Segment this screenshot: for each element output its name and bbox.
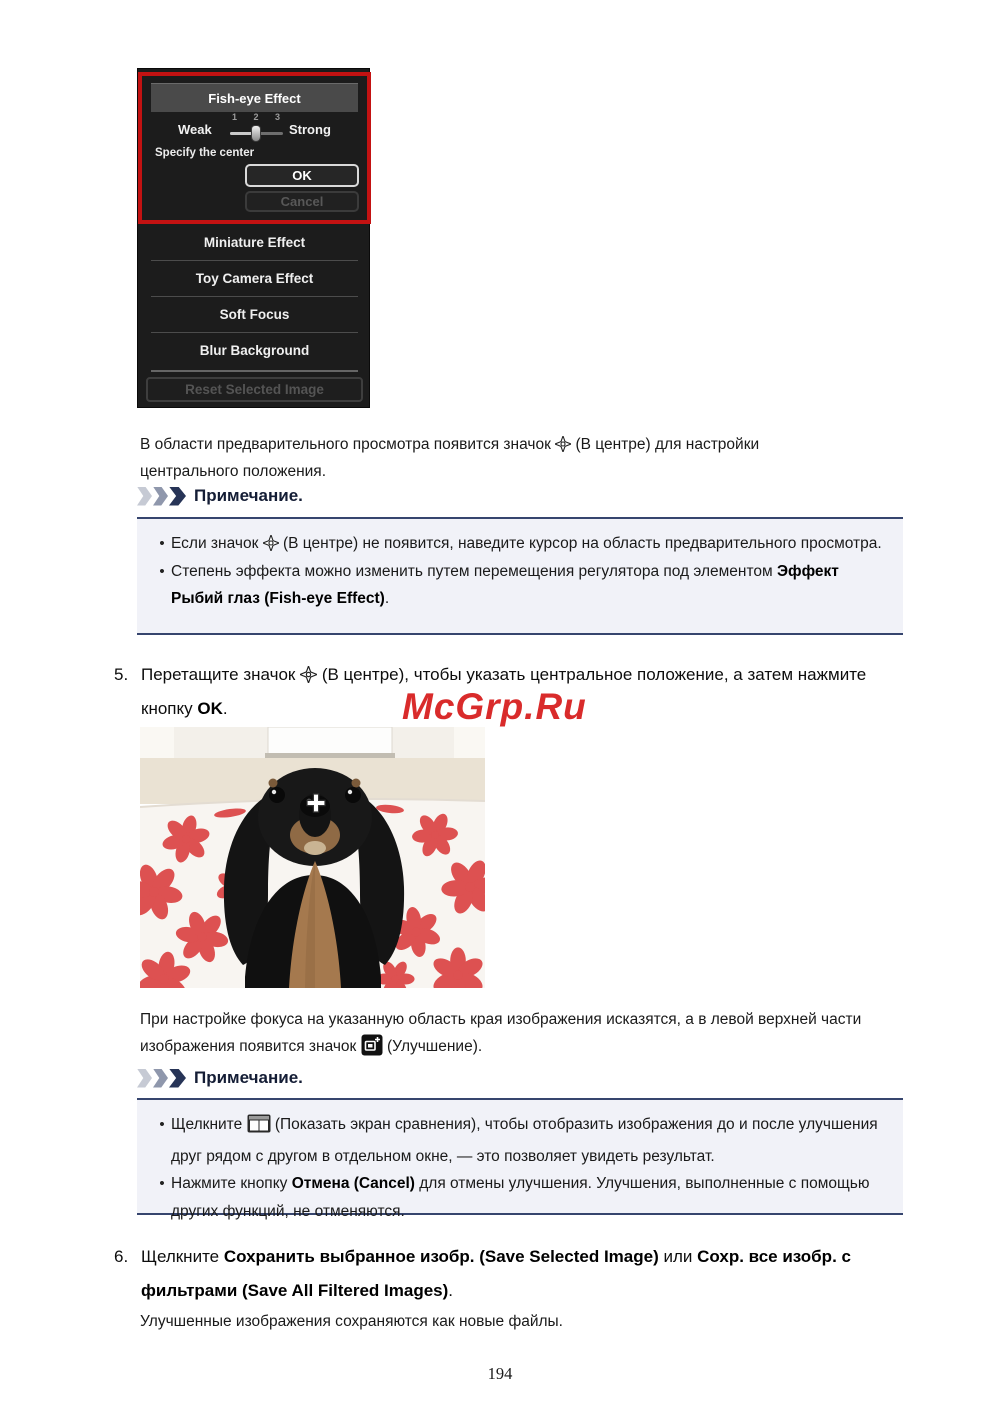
note-title: Примечание. (194, 486, 303, 505)
note-text-bold: Отмена (Cancel) (291, 1175, 415, 1192)
step-text-bold: Сохранить выбранное изобр. (Save Selected Image) (223, 1247, 659, 1266)
step-text: . (448, 1281, 454, 1300)
slider-tick-labels (232, 112, 280, 122)
ok-button[interactable]: OK (245, 164, 359, 187)
chevron-icon (153, 1069, 168, 1088)
chevron-icon (137, 487, 152, 506)
step-text: или (663, 1247, 693, 1266)
note-bullet (153, 1111, 895, 1170)
note-text: Если значок (171, 535, 259, 552)
page-number: 194 (487, 1364, 513, 1383)
reset-selected-image-button[interactable]: Reset Selected Image (146, 377, 363, 402)
intro-paragraph (140, 431, 840, 485)
menu-divider (151, 370, 358, 372)
compare-screen-icon (247, 1114, 271, 1143)
body-text: (Улучшение). (386, 1038, 483, 1055)
after-photo-paragraph (140, 1006, 880, 1065)
step-number: 6. (114, 1247, 129, 1266)
center-icon (263, 535, 279, 551)
chevron-icon (137, 1069, 152, 1088)
note-text: (Показать экран сравнения), чтобы отобразить изображения до и после улучшения друг рядом с другом в отдельном окне, — это позволяет увидеть результат. (171, 1116, 878, 1165)
bullet-dot: • (159, 562, 165, 580)
note-text-bold: Эффект Рыбий глаз (Fish-eye Effect) (171, 562, 839, 607)
menu-item-toy-camera-effect[interactable]: Toy Camera Effect (151, 261, 358, 297)
note-box (137, 1098, 903, 1220)
intro-text-2: (В центре) для настройки центрального положения. (140, 436, 760, 480)
intro-text-1: В области предварительного просмотра появится значок (140, 436, 551, 453)
menu-item-soft-focus[interactable]: Soft Focus (151, 297, 358, 333)
fisheye-effect-header: Fish-eye Effect (151, 83, 358, 112)
enhancement-icon (361, 1034, 383, 1065)
note-bullet (153, 530, 895, 558)
note-bullet (153, 558, 895, 613)
note-text: для отмены улучшения. Улучшения, выполненные с помощью других функций, не отменяются. (171, 1175, 870, 1220)
effects-menu (151, 225, 358, 369)
note-text: Щелкните (171, 1116, 243, 1133)
note-header (137, 486, 303, 506)
bullet-dot: • (159, 535, 165, 552)
chevron-icon (169, 1069, 186, 1088)
note-text: . (384, 590, 390, 607)
step-text: Перетащите значок (141, 665, 296, 684)
effects-panel (137, 68, 370, 408)
menu-item-miniature-effect[interactable]: Miniature Effect (151, 225, 358, 261)
bullet-dot: • (159, 1116, 165, 1133)
center-icon (300, 666, 317, 683)
step-text: . (222, 699, 228, 718)
note-text: Степень эффекта можно изменить путем перемещения регулятора под элементом (171, 562, 773, 580)
step-text-bold: OK (197, 699, 223, 718)
step-number: 5. (114, 665, 129, 684)
note-box (137, 517, 903, 635)
tick-3: 3 (274, 112, 280, 122)
step-6-result-text: Улучшенные изображения сохраняются как новые файлы. (140, 1313, 563, 1330)
specify-center-label: Specify the center (155, 147, 255, 159)
step-text: (В центре), чтобы указать центральное положение, а затем нажмите кнопку (141, 665, 867, 718)
note-title: Примечание. (194, 1068, 303, 1087)
step-text: Щелкните (141, 1247, 220, 1266)
note-bullet (153, 1170, 895, 1225)
center-icon (555, 436, 571, 452)
body-text: При настройке фокуса на указанную область края изображения исказятся, а в левой верхней части изображения появится значок (140, 1011, 862, 1055)
chevron-icon (169, 487, 186, 506)
note-text: (В центре) не появится, наведите курсор на область предварительного просмотра. (282, 535, 882, 552)
slider-strong-label: Strong (289, 122, 331, 137)
note-text: Нажмите кнопку (171, 1175, 288, 1192)
watermark: McGrp.Ru (402, 686, 587, 727)
effect-strength-slider-thumb[interactable] (251, 125, 261, 142)
cancel-button[interactable]: Cancel (245, 191, 359, 212)
slider-weak-label: Weak (178, 122, 212, 137)
tick-1: 1 (232, 112, 238, 122)
bullet-dot: • (159, 1175, 165, 1192)
step-6 (114, 1240, 886, 1308)
menu-item-blur-background[interactable]: Blur Background (199, 343, 310, 358)
chevron-icon (153, 487, 168, 506)
note-header (137, 1068, 303, 1088)
dog-preview-photo (140, 727, 485, 988)
step-text-bold: Сохр. все изобр. с фильтрами (Save All Filtered Images) (141, 1247, 851, 1300)
tick-2: 2 (253, 112, 259, 122)
